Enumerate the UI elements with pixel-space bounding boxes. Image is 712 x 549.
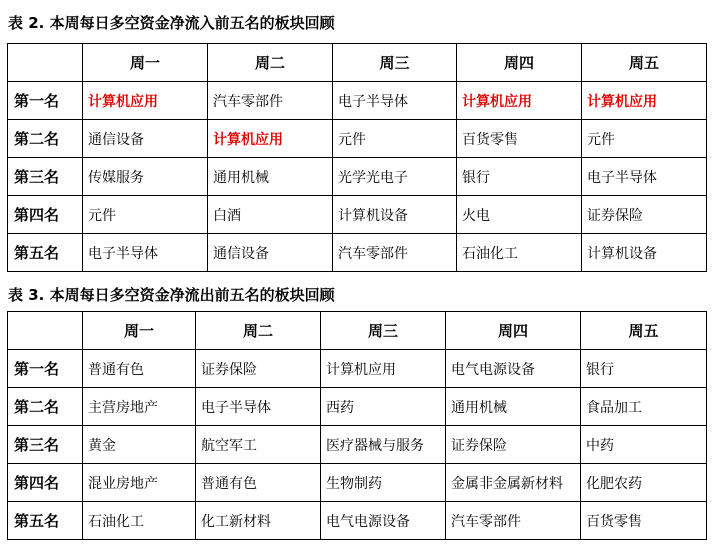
- table-2-caption: 表 2. 本周每日多空资金净流入前五名的板块回顾: [8, 14, 335, 32]
- sector-cell: 计算机应用: [83, 82, 208, 120]
- table-header-row: [8, 44, 707, 82]
- sector-cell: 电子半导体: [582, 158, 707, 196]
- table-header-row: [8, 312, 707, 350]
- sector-cell: 医疗器械与服务: [321, 426, 446, 464]
- column-header: 周一: [83, 312, 196, 350]
- table-row: [8, 388, 707, 426]
- sector-cell: 汽车零部件: [208, 82, 333, 120]
- sector-cell: 航空军工: [196, 426, 321, 464]
- rank-label: 第三名: [8, 158, 83, 196]
- corner-cell: [8, 44, 83, 82]
- table-row: [8, 82, 707, 120]
- sector-cell: 石油化工: [457, 234, 582, 272]
- rank-label: 第二名: [8, 388, 83, 426]
- table-3-caption: 表 3. 本周每日多空资金净流出前五名的板块回顾: [8, 286, 335, 304]
- sector-cell: 化工新材料: [196, 502, 321, 540]
- column-header: 周二: [208, 44, 333, 82]
- sector-cell: 化肥农药: [581, 464, 707, 502]
- sector-cell: 光学光电子: [333, 158, 457, 196]
- column-header: 周一: [83, 44, 208, 82]
- sector-cell: 证券保险: [582, 196, 707, 234]
- corner-cell: [8, 312, 83, 350]
- rank-label: 第一名: [8, 82, 83, 120]
- sector-cell: 元件: [582, 120, 707, 158]
- sector-cell: 百货零售: [581, 502, 707, 540]
- sector-cell: 混业房地产: [83, 464, 196, 502]
- rank-label: 第五名: [8, 234, 83, 272]
- sector-cell: 证券保险: [446, 426, 581, 464]
- sector-cell: 主营房地产: [83, 388, 196, 426]
- sector-cell: 银行: [457, 158, 582, 196]
- sector-cell: 电气电源设备: [446, 350, 581, 388]
- sector-cell: 西药: [321, 388, 446, 426]
- net-outflow-table: [7, 311, 707, 540]
- sector-cell: 生物制药: [321, 464, 446, 502]
- sector-cell: 火电: [457, 196, 582, 234]
- table-row: [8, 464, 707, 502]
- sector-cell: 计算机应用: [582, 82, 707, 120]
- sector-cell: 普通有色: [83, 350, 196, 388]
- sector-cell: 通用机械: [446, 388, 581, 426]
- sector-cell: 石油化工: [83, 502, 196, 540]
- sector-cell: 电气电源设备: [321, 502, 446, 540]
- sector-cell: 计算机设备: [333, 196, 457, 234]
- table-row: [8, 426, 707, 464]
- sector-cell: 食品加工: [581, 388, 707, 426]
- sector-cell: 汽车零部件: [333, 234, 457, 272]
- sector-cell: 传媒服务: [83, 158, 208, 196]
- sector-cell: 元件: [333, 120, 457, 158]
- sector-cell: 通信设备: [83, 120, 208, 158]
- sector-cell: 计算机应用: [321, 350, 446, 388]
- rank-label: 第四名: [8, 464, 83, 502]
- column-header: 周四: [457, 44, 582, 82]
- rank-label: 第四名: [8, 196, 83, 234]
- sector-cell: 百货零售: [457, 120, 582, 158]
- sector-cell: 通用机械: [208, 158, 333, 196]
- table-row: [8, 120, 707, 158]
- sector-cell: 证券保险: [196, 350, 321, 388]
- sector-cell: 银行: [581, 350, 707, 388]
- sector-cell: 金属非金属新材料: [446, 464, 581, 502]
- rank-label: 第三名: [8, 426, 83, 464]
- sector-cell: 白酒: [208, 196, 333, 234]
- table-row: [8, 502, 707, 540]
- net-inflow-table: [7, 43, 707, 272]
- sector-cell: 通信设备: [208, 234, 333, 272]
- sector-cell: 普通有色: [196, 464, 321, 502]
- column-header: 周四: [446, 312, 581, 350]
- column-header: 周五: [581, 312, 707, 350]
- sector-cell: 汽车零部件: [446, 502, 581, 540]
- sector-cell: 计算机应用: [457, 82, 582, 120]
- column-header: 周二: [196, 312, 321, 350]
- column-header: 周三: [321, 312, 446, 350]
- table-row: [8, 158, 707, 196]
- sector-cell: 元件: [83, 196, 208, 234]
- column-header: 周三: [333, 44, 457, 82]
- rank-label: 第一名: [8, 350, 83, 388]
- rank-label: 第五名: [8, 502, 83, 540]
- table-row: [8, 350, 707, 388]
- rank-label: 第二名: [8, 120, 83, 158]
- sector-cell: 电子半导体: [196, 388, 321, 426]
- table-row: [8, 234, 707, 272]
- sector-cell: 计算机应用: [208, 120, 333, 158]
- sector-cell: 中药: [581, 426, 707, 464]
- sector-cell: 电子半导体: [333, 82, 457, 120]
- sector-cell: 黄金: [83, 426, 196, 464]
- column-header: 周五: [582, 44, 707, 82]
- sector-cell: 电子半导体: [83, 234, 208, 272]
- table-row: [8, 196, 707, 234]
- sector-cell: 计算机设备: [582, 234, 707, 272]
